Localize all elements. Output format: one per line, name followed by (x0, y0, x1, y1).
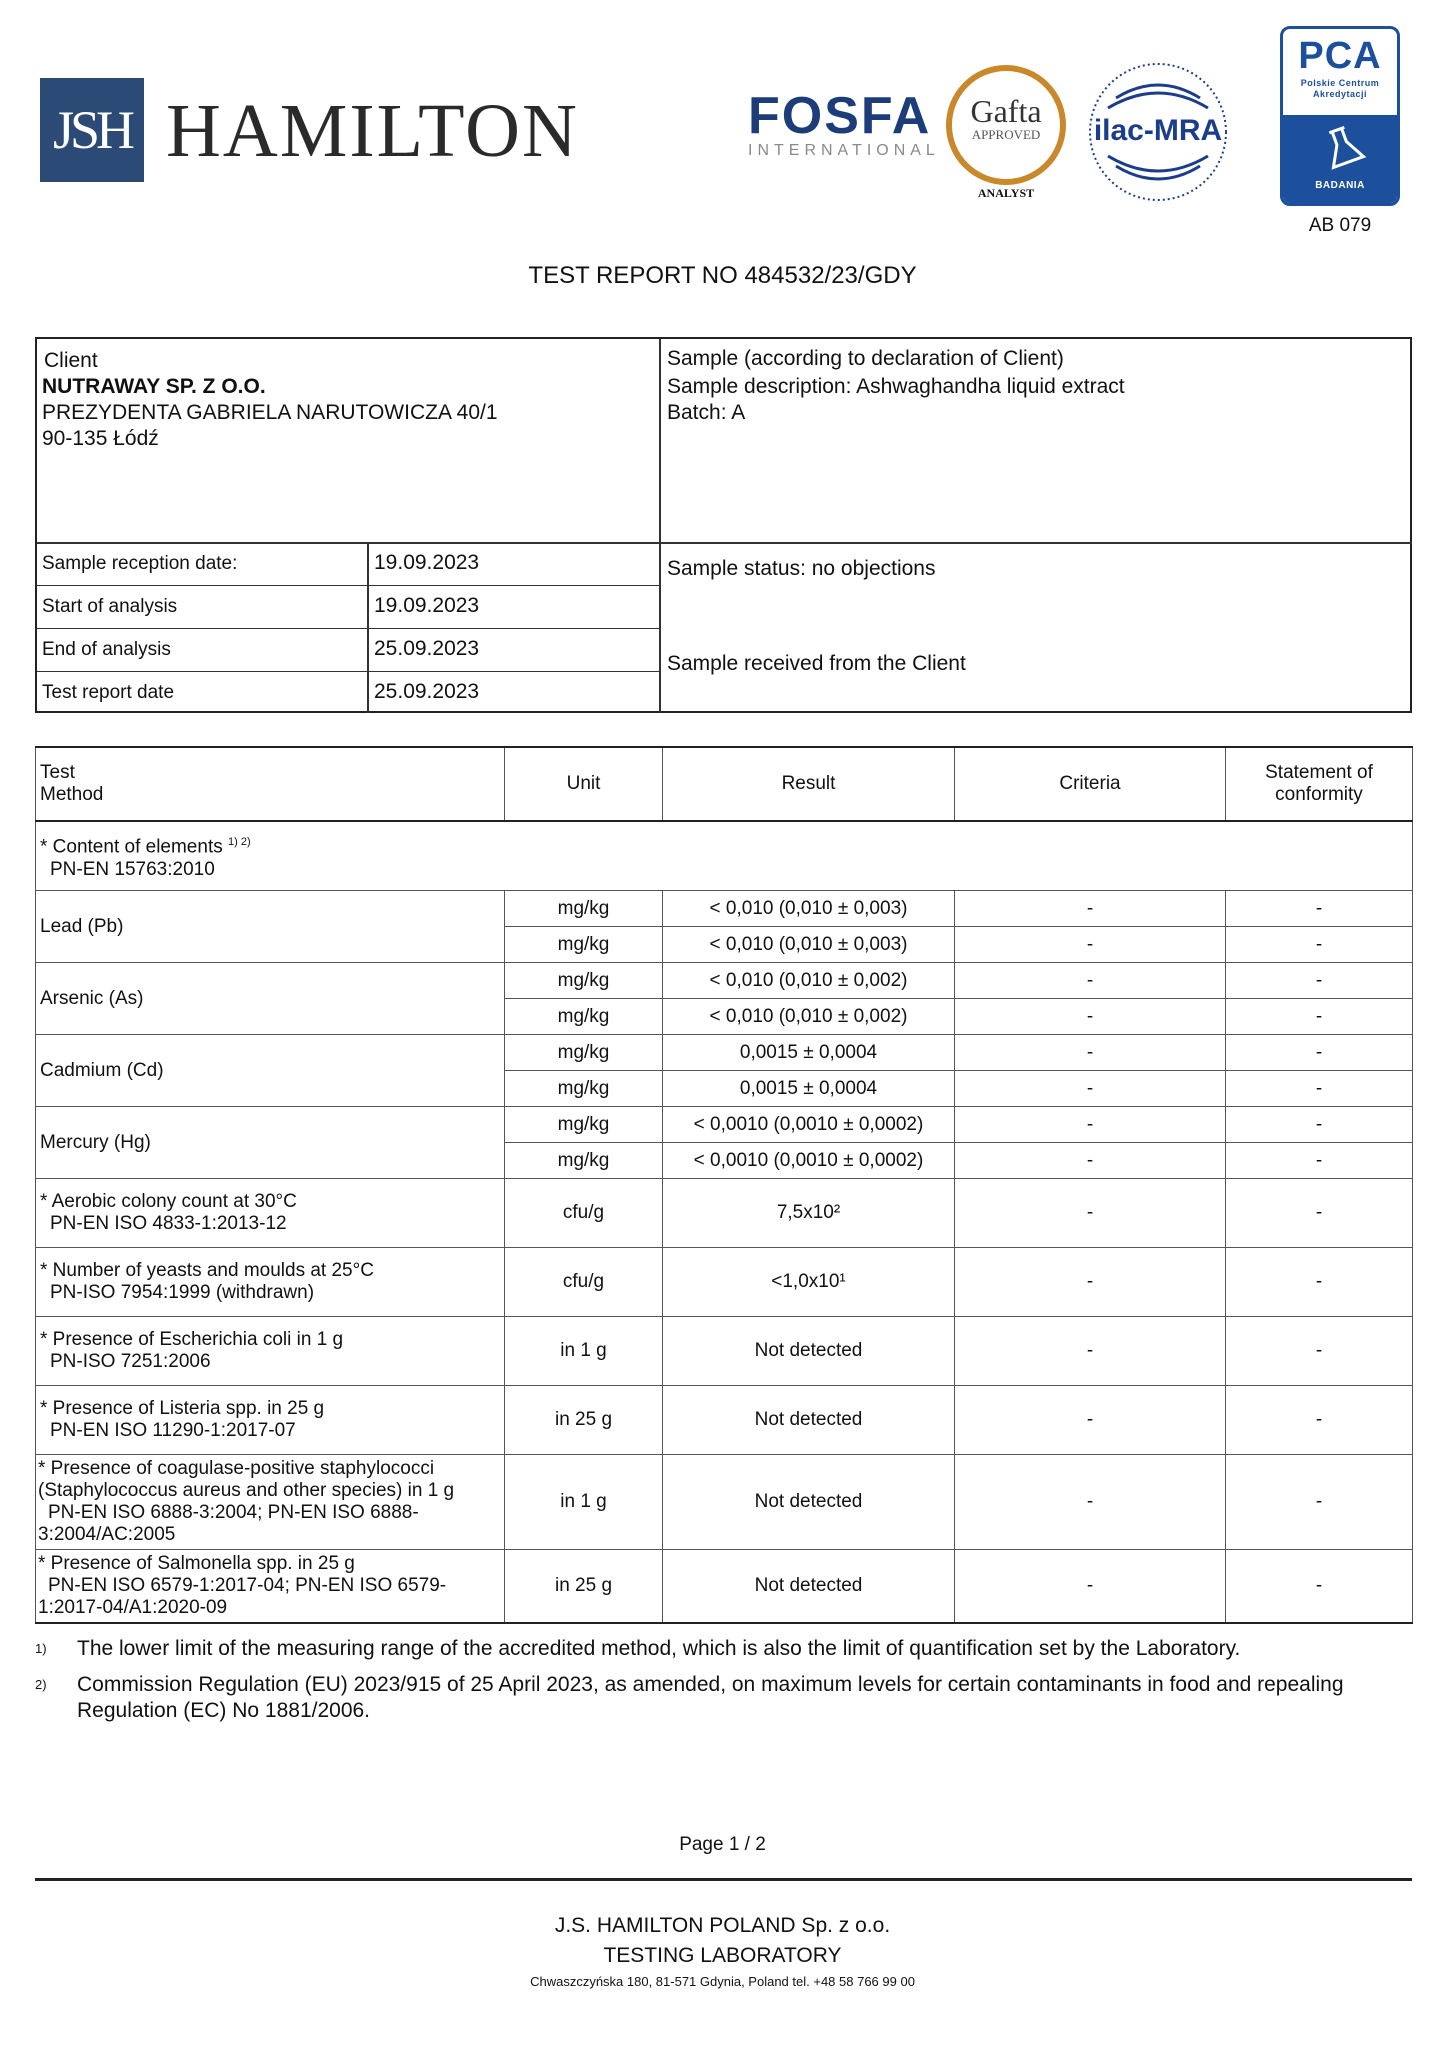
test-name-cont: (Staphylococcus aureus and other species) in 1 g (38, 1480, 455, 1501)
pca-name: PCA (1298, 35, 1382, 77)
date-value: 19.09.2023 (374, 594, 480, 617)
header-conformity (1226, 747, 1413, 821)
test-name-cell (36, 1317, 505, 1386)
table-row (36, 963, 1413, 999)
table-row (36, 891, 1413, 927)
conformity-cell: - (1226, 927, 1413, 963)
table-row (36, 1317, 1413, 1386)
unit-cell: in 25 g (505, 1550, 663, 1624)
unit-cell: mg/kg (505, 1071, 663, 1107)
unit-cell: mg/kg (505, 1035, 663, 1071)
logo-monogram: JSH (52, 100, 132, 160)
criteria-cell: - (955, 1455, 1226, 1550)
conformity-cell: - (1226, 999, 1413, 1035)
test-name-cell (36, 1455, 505, 1550)
test-name-cell (36, 1248, 505, 1317)
footnotes (35, 1636, 1415, 1734)
footer-address: Chwaszczyńska 180, 81-571 Gdynia, Poland tel. +48 58 766 99 00 (530, 1974, 915, 1989)
pca-line2: Akredytacji (1312, 89, 1368, 99)
conformity-cell: - (1226, 1071, 1413, 1107)
criteria-cell: - (955, 1317, 1226, 1386)
footnote (35, 1672, 1415, 1724)
test-method: PN-ISO 7954:1999 (withdrawn) (50, 1282, 315, 1303)
criteria-cell: - (955, 963, 1226, 999)
sample-description: Sample description: Ashwaghandha liquid extract (667, 375, 1125, 398)
conformity-cell: - (1226, 1248, 1413, 1317)
pca-badania: BADANIA (1315, 180, 1365, 191)
result-cell: Not detected (663, 1455, 955, 1550)
table-row (36, 1035, 1413, 1071)
client-address-city: 90-135 Łódź (42, 427, 159, 450)
conformity-cell: - (1226, 1143, 1413, 1179)
date-value: 25.09.2023 (374, 637, 480, 660)
page-number: Page 1 / 2 (679, 1834, 766, 1855)
table-row (36, 1455, 1413, 1550)
info-box (35, 337, 1412, 713)
result-cell: < 0,010 (0,010 ± 0,003) (663, 891, 955, 927)
conformity-cell: - (1226, 1035, 1413, 1071)
footnote-text: The lower limit of the measuring range of the accredited method, which is also the limit of quantification set by the Laboratory. (77, 1637, 1241, 1660)
elements-footnote-ref: 1) 2) (228, 836, 251, 849)
conformity-cell: - (1226, 963, 1413, 999)
element-name: Cadmium (Cd) (36, 1035, 505, 1107)
date-label: Sample reception date: (42, 553, 238, 574)
test-name-cell (36, 1386, 505, 1455)
elements-title: * Content of elements (40, 836, 223, 858)
gafta-logo (946, 65, 1066, 185)
flask-icon (1283, 115, 1400, 175)
date-label: Test report date (42, 682, 175, 703)
conformity-cell: - (1226, 1550, 1413, 1624)
client-address-street: PREZYDENTA GABRIELA NARUTOWICZA 40/1 (42, 401, 498, 424)
header-conformity-line2: conformity (1275, 784, 1363, 805)
unit-cell: cfu/g (505, 1179, 663, 1248)
table-row (36, 1550, 1413, 1624)
test-name: * Presence of Salmonella spp. in 25 g (38, 1553, 355, 1574)
element-name: Arsenic (As) (36, 963, 505, 1035)
footer-lab: TESTING LABORATORY (603, 1944, 842, 1967)
conformity-cell: - (1226, 1179, 1413, 1248)
result-cell: < 0,010 (0,010 ± 0,002) (663, 999, 955, 1035)
result-cell: < 0,010 (0,010 ± 0,003) (663, 927, 955, 963)
test-method: PN-EN ISO 6888-3:2004; PN-EN ISO 6888- (48, 1502, 419, 1523)
sample-header: Sample (according to declaration of Client) (667, 347, 1064, 370)
header-test: Test (40, 762, 75, 783)
result-cell: Not detected (663, 1317, 955, 1386)
sample-received: Sample received from the Client (667, 652, 966, 675)
criteria-cell: - (955, 999, 1226, 1035)
header-unit: Unit (505, 747, 663, 821)
sample-status: Sample status: no objections (667, 557, 936, 580)
footnote-text: Commission Regulation (EU) 2023/915 of 25 April 2023, as amended, on maximum levels for certain contaminants in food and repealing Regulation (EC) No 1881/2006. (77, 1673, 1344, 1722)
date-label: Start of analysis (42, 596, 178, 617)
test-name-cell (36, 1179, 505, 1248)
unit-cell: cfu/g (505, 1248, 663, 1317)
footer-divider (35, 1878, 1412, 1881)
sample-batch: Batch: A (667, 401, 746, 424)
test-name: * Number of yeasts and moulds at 25°C (40, 1260, 374, 1281)
elements-section (36, 821, 1413, 891)
unit-cell: mg/kg (505, 927, 663, 963)
hamilton-logo (40, 78, 144, 182)
pca-accreditation-code: AB 079 (1308, 215, 1372, 236)
unit-cell: in 1 g (505, 1317, 663, 1386)
client-name: NUTRAWAY SP. Z O.O. (42, 375, 266, 398)
footer-company: J.S. HAMILTON POLAND Sp. z o.o. (554, 1914, 891, 1937)
test-method: PN-EN ISO 4833-1:2013-12 (50, 1213, 287, 1234)
unit-cell: in 25 g (505, 1386, 663, 1455)
ilac-mra-logo (1086, 60, 1231, 205)
element-name: Lead (Pb) (36, 891, 505, 963)
table-row (36, 1386, 1413, 1455)
result-cell: < 0,0010 (0,0010 ± 0,0002) (663, 1107, 955, 1143)
test-name: * Aerobic colony count at 30°C (40, 1191, 297, 1212)
fosfa-logo (748, 87, 940, 160)
test-name-cell (36, 1550, 505, 1624)
footnote-mark: 1) (35, 1641, 47, 1656)
test-name: * Presence of coagulase-positive staphylococci (38, 1458, 435, 1479)
conformity-cell: - (1226, 1386, 1413, 1455)
pca-blue-panel (1283, 115, 1397, 203)
footnote (35, 1636, 1415, 1662)
test-method: PN-EN ISO 6579-1:2017-04; PN-EN ISO 6579- (48, 1575, 447, 1596)
criteria-cell: - (955, 1386, 1226, 1455)
test-method-cont: 3:2004/AC:2005 (38, 1524, 176, 1545)
footnote-mark: 2) (35, 1677, 47, 1692)
unit-cell: mg/kg (505, 1143, 663, 1179)
section-row (36, 821, 1413, 891)
elements-method: PN-EN 15763:2010 (50, 858, 215, 880)
ilac-text: ilac-MRA (1093, 114, 1223, 147)
test-method-cont: 1:2017-04/A1:2020-09 (38, 1597, 228, 1618)
date-value: 19.09.2023 (374, 551, 480, 574)
header-test-method (36, 747, 505, 821)
criteria-cell: - (955, 1035, 1226, 1071)
gafta-approved: APPROVED (971, 127, 1041, 142)
gafta-analyst: ANALYST (977, 186, 1035, 200)
pca-line1: Polskie Centrum (1300, 78, 1380, 88)
date-label: End of analysis (42, 639, 171, 660)
result-cell: 0,0015 ± 0,0004 (663, 1035, 955, 1071)
brand-name: HAMILTON (166, 89, 579, 173)
result-cell: < 0,0010 (0,0010 ± 0,0002) (663, 1143, 955, 1179)
unit-cell: mg/kg (505, 891, 663, 927)
criteria-cell: - (955, 1248, 1226, 1317)
header-method: Method (40, 784, 104, 805)
criteria-cell: - (955, 1179, 1226, 1248)
criteria-cell: - (955, 1550, 1226, 1624)
fosfa-name: FOSFA (748, 87, 932, 145)
conformity-cell: - (1226, 1317, 1413, 1386)
criteria-cell: - (955, 927, 1226, 963)
result-cell: 7,5x10² (663, 1179, 955, 1248)
unit-cell: in 1 g (505, 1455, 663, 1550)
test-method: PN-ISO 7251:2006 (50, 1351, 211, 1372)
table-row (36, 1107, 1413, 1143)
result-cell: 0,0015 ± 0,0004 (663, 1071, 955, 1107)
result-cell: <1,0x10¹ (663, 1248, 955, 1317)
criteria-cell: - (955, 1143, 1226, 1179)
header-criteria: Criteria (955, 747, 1226, 821)
conformity-cell: - (1226, 1455, 1413, 1550)
result-cell: Not detected (663, 1550, 955, 1624)
conformity-cell: - (1226, 891, 1413, 927)
date-value: 25.09.2023 (374, 680, 480, 703)
pca-accreditation-logo (1280, 26, 1400, 206)
table-header-row (36, 747, 1413, 821)
unit-cell: mg/kg (505, 999, 663, 1035)
results-table (35, 746, 1413, 1624)
unit-cell: mg/kg (505, 963, 663, 999)
header-conformity-line1: Statement of (1265, 762, 1373, 783)
gafta-name: Gafta (970, 93, 1042, 129)
result-cell: < 0,010 (0,010 ± 0,002) (663, 963, 955, 999)
criteria-cell: - (955, 1071, 1226, 1107)
conformity-cell: - (1226, 1107, 1413, 1143)
result-cell: Not detected (663, 1386, 955, 1455)
client-label: Client (44, 349, 98, 372)
unit-cell: mg/kg (505, 1107, 663, 1143)
test-name: * Presence of Escherichia coli in 1 g (40, 1329, 344, 1350)
report-title: TEST REPORT NO 484532/23/GDY (528, 262, 917, 289)
table-row (36, 1179, 1413, 1248)
test-name: * Presence of Listeria spp. in 25 g (40, 1398, 325, 1419)
fosfa-sub: INTERNATIONAL (748, 142, 940, 159)
criteria-cell: - (955, 1107, 1226, 1143)
table-row (36, 1248, 1413, 1317)
element-name: Mercury (Hg) (36, 1107, 505, 1179)
criteria-cell: - (955, 891, 1226, 927)
test-method: PN-EN ISO 11290-1:2017-07 (50, 1420, 296, 1441)
header-result: Result (663, 747, 955, 821)
